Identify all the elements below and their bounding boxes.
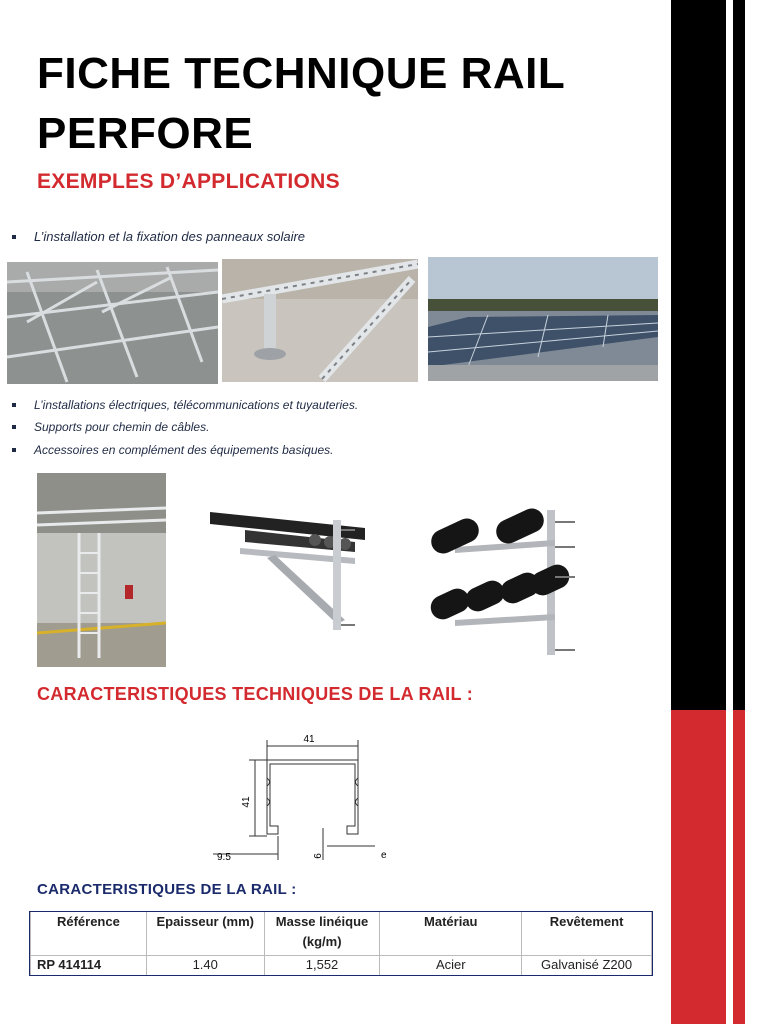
cell-reference: RP 414114 [31, 956, 147, 976]
list-item: L’installations électriques, télécommunications et tuyauteries. [12, 398, 358, 412]
cell-coating: Galvanisé Z200 [522, 956, 652, 976]
decorative-bar-black-thin [733, 0, 745, 710]
table-header-row [31, 912, 652, 956]
diagram-cable-tray-bracket [205, 500, 370, 640]
photo-rail-mount [222, 259, 418, 382]
photo-cable-ladder [37, 473, 166, 667]
col-header: Masse linéique (kg/m) [264, 912, 380, 956]
dim-height-label: 41 [241, 796, 252, 808]
dim-width-label: 41 [303, 734, 315, 745]
bullet-icon [12, 403, 16, 407]
spec-table [30, 911, 652, 976]
page-title: FICHE TECHNIQUE RAIL PERFORE [37, 49, 565, 158]
diagram-pipe-supports [425, 502, 585, 657]
photo-solar-panels [428, 257, 658, 381]
cell-mass: 1,552 [264, 956, 380, 976]
table-heading: CARACTERISTIQUES DE LA RAIL : [37, 881, 297, 898]
dim-thickness-label: e [381, 850, 387, 861]
col-header: Matériau [380, 912, 522, 956]
cell-thickness: 1.40 [146, 956, 264, 976]
bullet-icon [12, 235, 16, 239]
table-row [31, 956, 652, 976]
technical-heading: CARACTERISTIQUES TECHNIQUES DE LA RAIL : [37, 684, 474, 704]
bullet-icon [12, 448, 16, 452]
bullet-icon [12, 425, 16, 429]
col-header: Epaisseur (mm) [146, 912, 264, 956]
col-header: Revêtement [522, 912, 652, 956]
rail-profile-drawing [205, 728, 405, 868]
applications-heading: EXEMPLES D’APPLICATIONS [37, 170, 340, 193]
decorative-bar-black [671, 0, 726, 710]
list-item: L’installation et la fixation des panneaux solaire [12, 229, 305, 244]
cell-material: Acier [380, 956, 522, 976]
dim-lip-label: 9.5 [217, 852, 231, 863]
list-item: Accessoires en complément des équipements basiques. [12, 443, 334, 457]
decorative-bar-red-thin [733, 710, 745, 1024]
photo-solar-frame [7, 262, 218, 384]
list-item: Supports pour chemin de câbles. [12, 420, 209, 434]
dim-slot-label: 6 [313, 853, 324, 859]
col-header: Référence [31, 912, 147, 956]
decorative-bar-red [671, 710, 726, 1024]
